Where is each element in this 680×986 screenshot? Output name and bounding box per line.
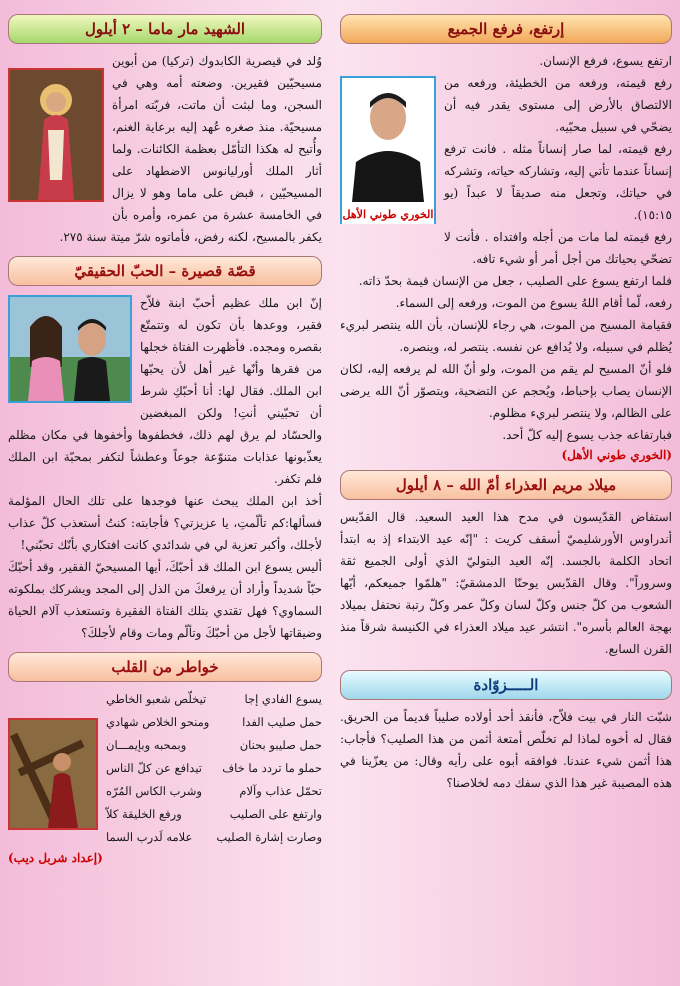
- poem-hemistich: يسوع الفادي إجا: [244, 692, 322, 706]
- saint-icon-image: [8, 68, 104, 202]
- paragraph: أخذ ابن الملك يبحث عنها فوجدها على تلك الحال المؤلمة فسألها:كم تألّمتِ، يا عزيزتي؟ فأجابته: كنتُ أستعذب كلّ عذاب لأجلك، وأكبر تعزية لي في شدائدي كانت افتكاري بأنّك تحبّني!: [8, 494, 322, 552]
- poem-hemistich: علامه لَدرب السما: [106, 830, 193, 844]
- paragraph: ارتفع يسوع، فرفع الإنسان.: [539, 54, 672, 68]
- poem-hemistich: ومنحو الخلاص شهادي: [106, 715, 210, 729]
- jesus-carrying-cross-icon: [10, 720, 96, 828]
- poem-hemistich: تحمّل عذاب وآلام: [239, 784, 322, 798]
- paragraph: رفع قيمته، ورفعه من الخطيئة، ورفعه من الالتصاق بالأرض إلى مستوى يقدر فيه أن يضحّي في سبيل محبّيه.: [444, 76, 672, 134]
- poem-line: [106, 780, 322, 803]
- section-title-true-love: قصّة قصيرة – الحبّ الحقيقيّ: [8, 256, 322, 286]
- poem-line: [106, 711, 322, 734]
- photo-caption: الخوري طوني الأهل: [342, 206, 434, 224]
- poem-line: [106, 803, 322, 826]
- paragraph: شبّت النار في بيت فلاّح، فأنقذ أحد أولاده صليباً قديماً من الحريق. فقال له أخوه لماذا لم تخلّص أمتعة أثمن من هذا الصليب؟ فأجاب: هذا أثمن شيء عندنا. فوافقه أبوه على رأيه وقال: من يعزّينا في هذه المصيبة غير هذا الذي سفك دمه لخلاصنا؟: [340, 710, 672, 790]
- right-column: [340, 14, 672, 794]
- paragraph: فقيامة المسيح من الموت، هي رجاء للإنسان، بأن الله ينتصر لبريء يُظلم في سبيله، ولا يُدافع عن نفسه. ينتصر له، وينصره.: [340, 318, 672, 354]
- poem-line: [106, 688, 322, 711]
- priest-photo: [340, 76, 436, 224]
- paragraph: فلما ارتفع يسوع على الصليب ، جعل من الإنسان قيمة بحدّ ذاته.: [358, 274, 672, 288]
- poem-line: [106, 826, 322, 849]
- priest-portrait-image: [342, 78, 434, 202]
- poem-line: [106, 757, 322, 780]
- paragraph: أليس يسوع ابن الملك قد أحبّكَ، أيها المسيحيّ الفقير، وقد أحبّكَ حبّاً شديداً وأراد أن يرفعكَ من الذل إلى المجد ويشركك بملكوته السماوي؟ فهل تقتدي بتلك الفتاة الفقيرة وتستعذب آلام الحياة وضيقاتها لأجل من أحبّكَ وتألّم ومات وقام لأجلكَ؟: [8, 560, 322, 640]
- section-title-heart-thoughts: خواطر من القلب: [8, 652, 322, 682]
- poem-hemistich: وبمحبه وبإيمـــان: [106, 738, 187, 752]
- saint-painting-icon: [10, 70, 102, 200]
- paragraph: وُلد في قيصرية الكابدوك (تركيا) من أبوين مسيحيّين فقيرين. وضعته أمه وهي في السجن، وما لبثت أن ماتت، فربّته امرأة مسيحيّة. منذ صغره عُهد إليه برعاية الغنم، وأُتيح له هكذا التأمّل بعظمة الكائنات. ولما أثار الملك أورليانوس الاضطهاد على المسيحيّين ، قبض على ماما وهو لا يزال في الخامسة عشرة من عمره، وأمره بأن يكفر بالمسيح، لكنه رفض، فأماتوه شرّ ميتة سنة ٢٧٥.: [59, 54, 322, 244]
- poem-hemistich: حمل صليب الفدا: [242, 715, 322, 729]
- poem-hemistich: وشرب الكاس المُرّه: [106, 784, 202, 798]
- couple-image: [10, 297, 130, 401]
- signature: (الخوري طوني الأهل): [561, 448, 672, 462]
- paragraph: فلو أنّ المسيح لم يقم من الموت، ولو أنّ الله لم يرفعه إليه، لكان الإنسان يصاب بإحباط، ويُحجم عن التضحية، ويتصوّر أنّ الله يرضى على الظالم، ولا ينتصر لبريء مظلوم.: [340, 362, 672, 420]
- poem-hemistich: تيدافع عن كلّ الناس: [106, 761, 202, 775]
- section-title-mary-birth: ميلاد مريم العذراء أمّ الله – ٨ أيلول: [340, 470, 672, 500]
- left-column: [8, 14, 322, 865]
- poem-hemistich: حملو ما تردد ما خاف: [222, 761, 322, 775]
- poem-hemistich: ورفع الخليقة كلاّ: [106, 807, 182, 821]
- poem-hemistich: وصارت إشارة الصليب: [216, 830, 322, 844]
- signature: (إعداد شربل ديب): [8, 851, 103, 865]
- poem-hemistich: حمل صليبو بحنان: [239, 738, 322, 752]
- paragraph: فبارتفاعه جذب يسوع إليه كلّ أحد.: [502, 428, 672, 442]
- jesus-cross-image: [8, 718, 98, 830]
- poem-line: [106, 734, 322, 757]
- poem-hemistich: تيخلّص شعبو الخاطي: [106, 692, 207, 706]
- section-title-provision: الـــــزوّادة: [340, 670, 672, 700]
- poem-hemistich: وارتفع على الصليب: [229, 807, 322, 821]
- section-title-saint-mama: الشهيد مار ماما – ٢ أيلول: [8, 14, 322, 44]
- paragraph: رفعه، لّما أقام اللهُ يسوع من الموت، ورفعه إلى السماء.: [395, 296, 672, 310]
- paragraph: رفع قيمته، لما صار إنساناً مثله . فانت ترفع إنساناً عندما تأتي إليه، وتشاركه حياته، وتشركه في حياتك، وتجعل منه صديقاً لا عبداً (يو ١٥:١٥).: [444, 142, 672, 222]
- paragraph: إنّ ابن ملك عظيم أحبّ ابنة فلاّح فقير، ووعدها بأن تكون له وتتمتّع بقصره ومجده. فأظهرت الفتاة خجلها من فقرها وأنّها غير أهل لأن يحبّها ابن الملك. فقال لها: أنا أحبّكِ شرط أن تحبّيني أنتِ! ولكن المبغضين والحسّاد لم يرق لهم ذلك، فخطفوها وأخفوها في مكان مظلم يعذّبونها عذابات متنوّعة جوعاً وعطشاً لتكفر بمحبّة ابن الملك فلم تكفر.: [8, 296, 322, 486]
- paragraph: استفاض القدّيسون في مدح هذا العيد السعيد. قال القدّيس أندراوس الأورشليميّ أسقف كريت : "إنّه عيد الابتداء إذ به ابتدأ اتحاد الكلمة بالجسد. إنّه العيد البتوليّ الذي أولى الجميع ثقة وسروراً". وقال القدّيس يوحنّا الدمشقيّ: "هلمّوا جميعكم، أيّها الشعوب من كلّ جنس وكلّ لسان وكلّ عمر وكلّ رتبة نحتفل بميلاد بهجة العالم بأسره". انتشر عيد ميلاد العذراء في الكنيسة شرقاً منذ القرن السابع.: [340, 510, 672, 656]
- paragraph: رفع قيمته لما مات من أجله وافتداه . فأنت لا تضحّي بحياتك من أجل أمر أو شيء تافه.: [444, 230, 672, 266]
- couple-photo: [8, 295, 132, 403]
- section-title-raised: إرتفع، فرفع الجميع: [340, 14, 672, 44]
